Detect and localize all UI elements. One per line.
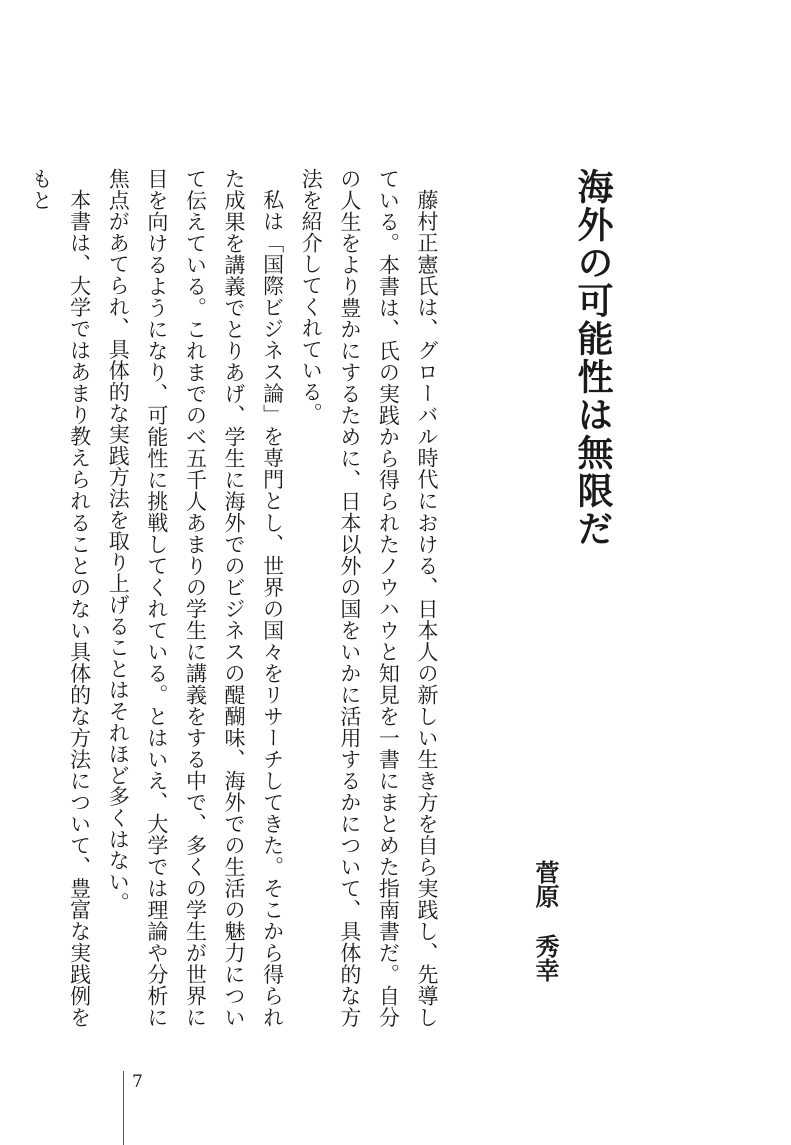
paragraph-3: 本書は、大学ではあまり教えられることのない具体的な方法について、豊富な実践例をもと [29,168,92,1028]
author-name [528,860,562,982]
chapter-title: 海外の可能性は無限だ [572,168,614,548]
paragraph-2: 私は「国際ビジネス論」を専門とし、世界の国々をリサーチしてきた。そこから得られた成果を講義でとりあげ、学生に海外でのビジネスの醍醐味、海外での生活の魅力について伝えている。これまでのべ五千人あまりの学生に講義をする中で、多くの学生が世界に目を向けるようになり、可能性に挑戦してくれている。とはいえ、大学では理論や分析に焦点があてられ、具体的な実践方法を取り上げることはそれほど多くはない。 [106,168,285,1028]
folio-rule [123,1071,124,1145]
author-family-name: 菅原 [531,860,560,908]
author-given-name: 秀幸 [531,934,560,982]
body-text [29,168,446,1028]
paragraph-1: 藤村正憲氏は、グローバル時代における、日本人の新しい生き方を自ら実践し、先導している。本書は、氏の実践から得られたノウハウと知見を一書にまとめた指南書だ。自分の人生をより豊かにするために、日本以外の国をいかに活用するかについて、具体的な方法を紹介してくれている。 [299,168,439,1028]
page-number: 7 [132,1072,143,1092]
